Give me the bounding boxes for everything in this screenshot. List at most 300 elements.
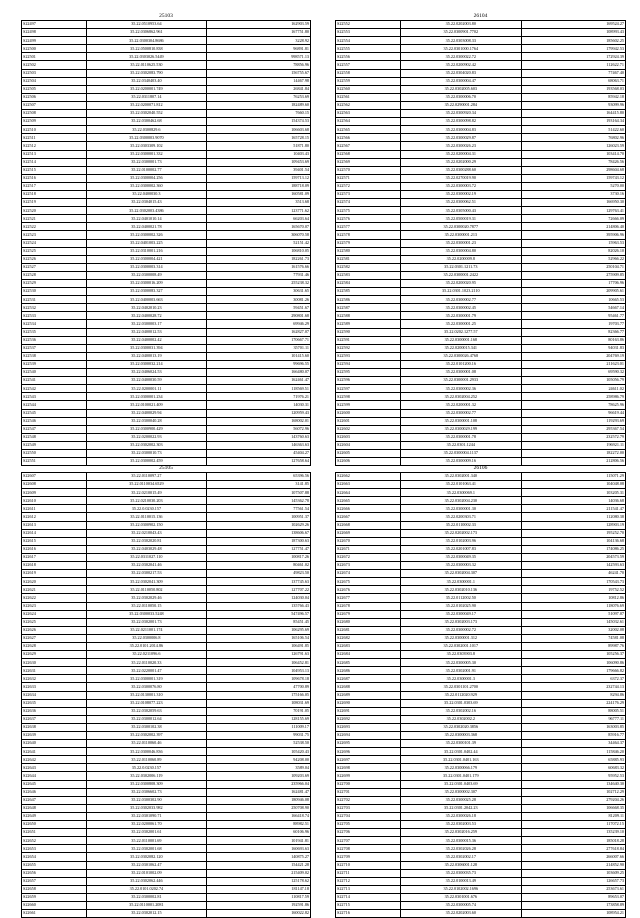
record-id-cell: S22511 [22, 134, 87, 142]
record-id-cell: S22588 [336, 312, 401, 320]
amount-cell: 277618.84 [521, 845, 625, 853]
table-row [336, 223, 626, 231]
amount-cell: 95461.77 [521, 312, 625, 320]
table-row [22, 877, 311, 885]
amount-cell: 108954.21 [521, 910, 625, 918]
record-id-cell: S22601 [336, 417, 401, 425]
amount-cell: 156755.67 [207, 69, 311, 77]
record-id-cell: S22583 [336, 271, 401, 279]
amount-cell: 214806.40 [521, 223, 625, 231]
amount-cell: 80461.02 [207, 562, 311, 570]
table-row [22, 271, 311, 279]
amount-cell: 258986.79 [521, 393, 625, 401]
table-row [22, 618, 311, 626]
amount-cell: 204769.19 [521, 352, 625, 360]
amount-cell: 19752.52 [521, 586, 625, 594]
code-cell: 35.22.0300066.179 [400, 764, 521, 772]
amount-cell: 106452.81 [207, 659, 311, 667]
code-cell: 35.22.0302003.4386 [86, 207, 207, 215]
code-cell: 35.22.0300004.83 [400, 126, 521, 134]
record-id-cell: S22538 [22, 352, 87, 360]
amount-cell: 74581.08 [521, 634, 625, 642]
code-cell: 35.22.0300004.47 [400, 77, 521, 85]
code-cell: 35.22.0101200.16 [400, 360, 521, 368]
table-row [22, 207, 311, 215]
record-id-cell: S22549 [22, 441, 87, 449]
record-id-cell: S22586 [336, 296, 401, 304]
table-row [22, 796, 311, 804]
code-cell: 35.22.0101063.41 [400, 481, 521, 489]
record-id-cell: S22516 [22, 174, 87, 182]
table-row [22, 651, 311, 659]
table-row [336, 85, 626, 93]
record-id-cell: S22612 [22, 513, 87, 521]
amount-cell: 85942.18 [521, 93, 625, 101]
record-id-cell: S22596 [336, 377, 401, 385]
record-id-cell: S22524 [22, 239, 87, 247]
record-id-cell: S22512 [22, 142, 87, 150]
amount-cell: 99696.55 [207, 360, 311, 368]
table-row [22, 199, 311, 207]
record-id-cell: S22552 [336, 21, 401, 29]
record-id-cell: S22603 [336, 433, 401, 441]
record-id-cell: S22687 [336, 675, 401, 683]
amount-cell: 3228.92 [207, 37, 311, 45]
table-row [336, 691, 626, 699]
record-id-cell: S22540 [22, 369, 87, 377]
amount-cell: 547496.57 [207, 610, 311, 618]
code-cell: 35.22.0300008.49 [86, 271, 207, 279]
amount-cell: 182489.60 [207, 101, 311, 109]
code-cell: 35.22.0302001.1017 [400, 642, 521, 650]
table-row [22, 449, 311, 457]
table-row [336, 45, 626, 53]
table-row [336, 610, 626, 618]
code-cell: 35.22.0300003.368 [400, 732, 521, 740]
amount-cell: 192591.86 [207, 901, 311, 909]
table-row [336, 853, 626, 861]
code-cell: 35.22.0100013.49 [400, 877, 521, 885]
code-cell: 35.22.0406024.53 [86, 369, 207, 377]
table-row [22, 288, 311, 296]
record-id-cell: S22606 [336, 458, 401, 466]
table-row [336, 667, 626, 675]
record-id-cell: S22628 [22, 642, 87, 650]
code-cell: 35.22.0302020.81 [86, 537, 207, 545]
amount-cell: 182272.00 [521, 449, 625, 457]
table-row [336, 417, 626, 425]
code-cell: 35.22.0303026.5449 [86, 53, 207, 61]
amount-cell: 103609.25 [521, 869, 625, 877]
table-row [336, 449, 626, 457]
amount-cell: 82026.10 [521, 247, 625, 255]
record-id-cell: S22539 [22, 360, 87, 368]
code-cell: 35.22.0300001.79 [400, 312, 521, 320]
amount-cell: 103205.31 [521, 489, 625, 497]
records-table [335, 472, 626, 918]
code-cell: 35.22.0300001.25 [400, 320, 521, 328]
table-row [22, 845, 311, 853]
amount-cell: 76802.96 [521, 134, 625, 142]
code-cell: 35.22.0301.0402.44 [400, 748, 521, 756]
code-cell: 35.22.0110020.33 [86, 659, 207, 667]
record-id-cell: S22536 [22, 336, 87, 344]
table-row [336, 659, 626, 667]
table-row [22, 691, 311, 699]
table-row [336, 174, 626, 182]
amount-cell: 120959.43 [207, 409, 311, 417]
code-cell: 35.22.0300015.36 [400, 837, 521, 845]
table-row [22, 748, 311, 756]
amount-cell: 166480.07 [207, 369, 311, 377]
record-id-cell: S22532 [22, 304, 87, 312]
record-id-cell: S22656 [22, 869, 87, 877]
record-id-cell: S22675 [336, 578, 401, 586]
code-cell: 35.22.0300001.2422 [400, 271, 521, 279]
amount-cell: 65885.93 [521, 756, 625, 764]
record-id-cell: S22703 [336, 804, 401, 812]
amount-cell: 165106.54 [207, 634, 311, 642]
table-row [336, 77, 626, 85]
record-id-cell: S22625 [22, 618, 87, 626]
table-row [22, 69, 311, 77]
code-cell: 35.22.0300001.312 [400, 634, 521, 642]
amount-cell: 88982.51 [207, 821, 311, 829]
table-row [336, 529, 626, 537]
table-row [22, 312, 311, 320]
table-row [22, 150, 311, 158]
record-id-cell: S22544 [22, 401, 87, 409]
amount-cell: 162827.07 [207, 328, 311, 336]
section-title: 25103 [159, 13, 173, 19]
record-id-cell: S22564 [336, 118, 401, 126]
code-cell: 35.22.0110050.802 [86, 586, 207, 594]
table-row [336, 772, 626, 780]
section-title: 25105 [159, 465, 173, 471]
record-id-cell: S22693 [336, 723, 401, 731]
code-cell: 35.22.0300009.16 [400, 458, 521, 466]
code-cell: 35.22.0201007.83 [400, 545, 521, 553]
table-row [336, 377, 626, 385]
record-id-cell: S22599 [336, 401, 401, 409]
code-cell: 35.22.0300003.17 [86, 320, 207, 328]
record-id-cell: S22579 [336, 239, 401, 247]
record-id-cell: S22654 [22, 853, 87, 861]
record-id-cell: S22709 [336, 853, 401, 861]
code-cell: 35.22.0300098.82 [400, 118, 521, 126]
amount-cell: 68063.71 [521, 77, 625, 85]
table-row [22, 142, 311, 150]
table-row [336, 513, 626, 521]
amount-cell: 85451.45 [207, 618, 311, 626]
amount-cell: 96891.81 [207, 45, 311, 53]
amount-cell: 126791.63 [207, 651, 311, 659]
record-id-cell: S22691 [336, 707, 401, 715]
table-row [22, 740, 311, 748]
table-row [22, 336, 311, 344]
table-row [22, 255, 311, 263]
table-row [22, 166, 311, 174]
code-cell: 35.22.0300005.30 [400, 659, 521, 667]
amount-cell: 154421.28 [207, 861, 311, 869]
table-row [336, 901, 626, 909]
table-row [336, 537, 626, 545]
record-id-cell: S22627 [22, 634, 87, 642]
code-cell: 35.22.0401010.14 [86, 215, 207, 223]
record-id-cell: S22664 [336, 489, 401, 497]
record-id-cell: S22571 [336, 174, 401, 182]
table-row [22, 804, 311, 812]
table-row [336, 683, 626, 691]
code-cell: 35.22.0302012.15 [86, 910, 207, 918]
amount-cell: 137745.63 [207, 578, 311, 586]
table-row [336, 61, 626, 69]
amount-cell: 19703.77 [521, 320, 625, 328]
record-id-cell: S22674 [336, 570, 401, 578]
amount-cell: 52538.50 [207, 740, 311, 748]
code-cell: 35.22.0311027.110 [86, 553, 207, 561]
record-id-cell: S22650 [22, 821, 87, 829]
record-id-cell: S22574 [336, 199, 401, 207]
record-id-cell: S22561 [336, 93, 401, 101]
code-cell: 35.22.0102003.96 [400, 537, 521, 545]
amount-cell: 78856.96 [207, 61, 311, 69]
record-id-cell: S22707 [336, 837, 401, 845]
table-row [336, 910, 626, 918]
record-id-cell: S22594 [336, 360, 401, 368]
table-row [336, 296, 626, 304]
table-row [336, 553, 626, 561]
table-row [22, 861, 311, 869]
code-cell: 35.22.0300032.214 [86, 360, 207, 368]
table-row [22, 521, 311, 529]
table-row [336, 723, 626, 731]
table-row [22, 110, 311, 118]
amount-cell: 56072.96 [207, 425, 311, 433]
amount-cell: 168002.01 [207, 417, 311, 425]
amount-cell: 209905.61 [521, 288, 625, 296]
amount-cell: 179666.82 [521, 667, 625, 675]
amount-cell: 106810.05 [207, 247, 311, 255]
code-cell: 35.22.0300002.459 [86, 458, 207, 466]
record-id-cell: S22570 [336, 166, 401, 174]
table-row [22, 473, 311, 481]
amount-cell: 160022.82 [207, 910, 311, 918]
table-row [22, 77, 311, 85]
amount-cell: 185602.25 [521, 37, 625, 45]
record-id-cell: S22590 [336, 328, 401, 336]
amount-cell: 146363.63 [207, 441, 311, 449]
record-id-cell: S22545 [22, 409, 87, 417]
table-row [336, 142, 626, 150]
record-id-cell: S22580 [336, 247, 401, 255]
table-row [336, 166, 626, 174]
record-id-cell: S22643 [22, 764, 87, 772]
amount-cell: 135239.10 [521, 829, 625, 837]
amount-cell: 170667.71 [207, 336, 311, 344]
code-cell: 35.22.0301.0401.163 [400, 756, 521, 764]
table-row [22, 296, 311, 304]
amount-cell: 175166.05 [207, 691, 311, 699]
table-row [336, 288, 626, 296]
code-cell: 35.22.0300902.150 [86, 521, 207, 529]
record-id-cell: S22582 [336, 263, 401, 271]
amount-cell: 85916.77 [521, 732, 625, 740]
amount-cell: 69946.29 [207, 320, 311, 328]
record-id-cell: S22665 [336, 497, 401, 505]
record-id-cell: S22581 [336, 255, 401, 263]
table-row [22, 231, 311, 239]
code-cell: 35.22.0302029.46 [86, 594, 207, 602]
table-row [336, 626, 626, 634]
record-id-cell: S22604 [336, 441, 401, 449]
amount-cell: 125178.62 [207, 877, 311, 885]
code-cell: 35.22.0300002.326 [86, 231, 207, 239]
table-row [22, 602, 311, 610]
code-cell: 35.22.0300002.19 [400, 190, 521, 198]
code-cell: 35.22.0302010.136 [400, 586, 521, 594]
amount-cell: 172924.39 [521, 53, 625, 61]
code-cell: 35.22.0300920.34 [400, 110, 521, 118]
table-row [22, 578, 311, 586]
page-section-2 [335, 12, 626, 466]
amount-cell: 109203.69 [207, 772, 311, 780]
code-cell: 35.22.0302041.46 [86, 562, 207, 570]
table-row [336, 231, 626, 239]
code-cell: 35.22.0300001.234 [86, 393, 207, 401]
table-row [336, 578, 626, 586]
code-cell: 35.22.0400013.19 [86, 352, 207, 360]
amount-cell: 161576.66 [207, 263, 311, 271]
table-row [336, 642, 626, 650]
record-id-cell: S22630 [22, 659, 87, 667]
table-row [336, 215, 626, 223]
code-cell: 35.22.0302001.73 [86, 618, 207, 626]
code-cell: 35.22.0300001.3 [400, 675, 521, 683]
record-id-cell: S22662 [336, 473, 401, 481]
record-id-cell: S22554 [336, 37, 401, 45]
amount-cell: 14036.68 [521, 497, 625, 505]
record-id-cell: S22641 [22, 748, 87, 756]
record-id-cell: S22537 [22, 344, 87, 352]
amount-cell: 100817.26 [207, 553, 311, 561]
code-cell: 35.22.0300002.36 [400, 385, 521, 393]
record-id-cell: S22697 [336, 756, 401, 764]
record-id-cell: S22681 [336, 626, 401, 634]
amount-cell: 164415.80 [521, 110, 625, 118]
amount-cell: 94208.00 [207, 756, 311, 764]
amount-cell: 166950.30 [521, 199, 625, 207]
amount-cell: 109453.69 [207, 158, 311, 166]
record-id-cell: S22533 [22, 312, 87, 320]
table-row [22, 158, 311, 166]
table-row [336, 69, 626, 77]
code-cell: 35.22.0300462.68 [86, 118, 207, 126]
amount-cell: 94031.83 [521, 344, 625, 352]
record-id-cell: S22560 [336, 85, 401, 93]
amount-cell: 173858.89 [521, 901, 625, 909]
table-row [336, 586, 626, 594]
record-id-cell: S22655 [22, 861, 87, 869]
code-cell: 35.22.0302003.53 [400, 821, 521, 829]
table-row [336, 255, 626, 263]
amount-cell: 224176.29 [521, 699, 625, 707]
table-row [22, 190, 311, 198]
record-id-cell: S22530 [22, 288, 87, 296]
table-row [336, 134, 626, 142]
record-id-cell: S22702 [336, 796, 401, 804]
code-cell: 35.22.0302041.309 [86, 578, 207, 586]
code-cell: 35.22.0300020.7877 [400, 223, 521, 231]
amount-cell: 106603.68 [207, 126, 311, 134]
table-row [336, 715, 626, 723]
amount-cell: 69590.32 [521, 369, 625, 377]
code-cell: 35.22.0110060.46 [86, 740, 207, 748]
amount-cell: 65396.56 [207, 473, 311, 481]
amount-cell: 8294.86 [521, 691, 625, 699]
code-cell: 35.22.0401003.225 [86, 239, 207, 247]
amount-cell: 135766.43 [207, 602, 311, 610]
amount-cell: 106491.85 [207, 642, 311, 650]
code-cell: 35.22.0402010.23 [86, 304, 207, 312]
amount-cell: 232744.13 [521, 683, 625, 691]
amount-cell: 54667.14 [521, 304, 625, 312]
table-row [22, 829, 311, 837]
record-id-cell: S22640 [22, 740, 87, 748]
code-cell: 35.22.0300062.51 [400, 199, 521, 207]
record-id-cell: S22626 [22, 626, 87, 634]
record-id-cell: S22673 [336, 562, 401, 570]
section-title: 26106 [473, 465, 488, 471]
record-id-cell: S22534 [22, 320, 87, 328]
amount-cell: 196921.11 [521, 441, 625, 449]
table-row [22, 626, 311, 634]
record-id-cell: S22591 [336, 336, 401, 344]
page-section-3 [21, 464, 311, 918]
record-id-cell: S22610 [22, 497, 87, 505]
table-row [22, 545, 311, 553]
code-cell: 35.22.0303903.8 [400, 651, 521, 659]
code-cell: 35.22.0300016.209 [86, 280, 207, 288]
record-id-cell: S22566 [336, 134, 401, 142]
table-row [22, 247, 311, 255]
table-row [336, 562, 626, 570]
record-id-cell: S22648 [22, 804, 87, 812]
amount-cell: 51097.07 [521, 610, 625, 618]
code-cell: 35.22.0200009.8 [400, 255, 521, 263]
code-cell: 35.22.0400029.94 [86, 409, 207, 417]
amount-cell: 112080.38 [521, 513, 625, 521]
table-row [336, 707, 626, 715]
amount-cell: 212806.56 [521, 458, 625, 466]
code-cell: 35.22.0101.2014.86 [86, 642, 207, 650]
table-row [336, 845, 626, 853]
code-cell: 35.22.0102002.1696 [400, 885, 521, 893]
table-row [336, 545, 626, 553]
table-row [22, 215, 311, 223]
amount-cell: 5270.00 [521, 182, 625, 190]
record-id-cell: S22644 [22, 772, 87, 780]
code-cell: 35.22.0300304.8686 [86, 37, 207, 45]
table-row [22, 441, 311, 449]
code-cell: 35.22.0302004.230 [400, 497, 521, 505]
table-row [22, 675, 311, 683]
table-row [22, 401, 311, 409]
record-id-cell: S22518 [22, 190, 87, 198]
record-id-cell: S22624 [22, 610, 87, 618]
table-row [336, 651, 626, 659]
code-cell: 35.22.0500810.838 [86, 45, 207, 53]
